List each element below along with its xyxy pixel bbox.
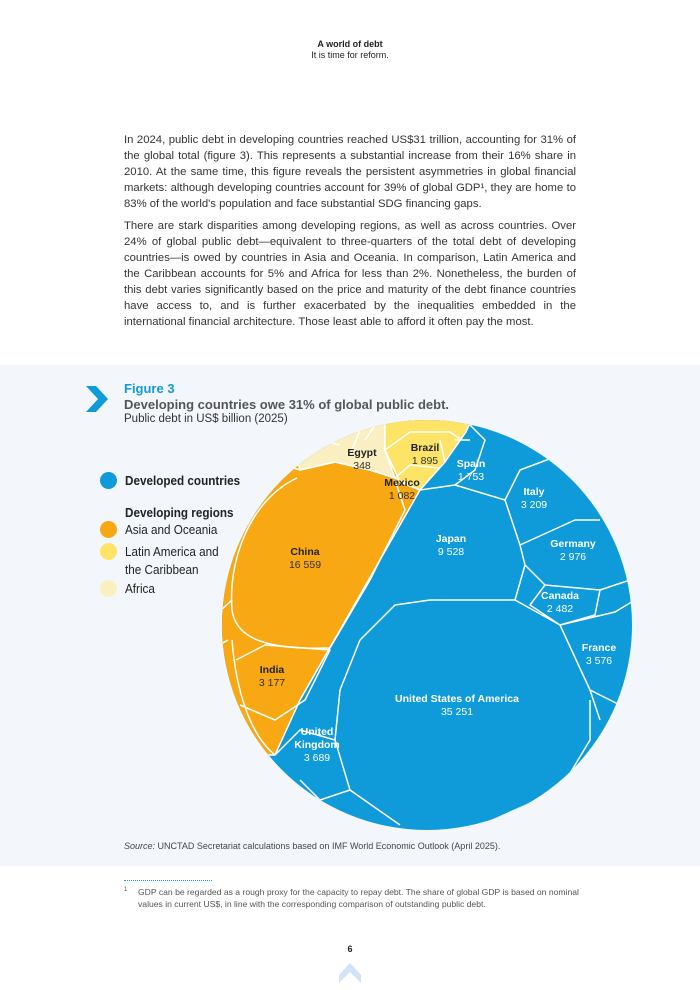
- source-label: Source:: [124, 841, 156, 851]
- country-name: China: [290, 546, 320, 558]
- legend-africa: [100, 580, 158, 598]
- country-name: Brazil: [410, 442, 440, 454]
- country-name: United States of America: [395, 693, 519, 705]
- figure-title: Developing countries owe 31% of global public debt.: [124, 397, 450, 412]
- cell-label: [259, 664, 285, 690]
- country-name: Egypt: [347, 447, 377, 459]
- legend-developed-label: Developed countries: [125, 473, 241, 488]
- header-subtitle: It is time for reform.: [311, 50, 389, 60]
- cell-label: [457, 458, 486, 484]
- cell-label: [436, 533, 466, 559]
- country-value: 1 753: [457, 471, 485, 483]
- legend-latam-line-1: Latin America and: [125, 544, 219, 559]
- header-title: A world of debt: [317, 39, 383, 49]
- country-name: Mexico: [384, 477, 420, 489]
- country-value: 3 177: [258, 677, 286, 689]
- country-value: 3 576: [585, 655, 613, 667]
- legend-asia: [100, 521, 228, 539]
- africa-swatch: [100, 580, 117, 597]
- legend-latam-label: [125, 543, 219, 579]
- country-name: Germany: [550, 538, 596, 550]
- cell-label: [582, 642, 616, 668]
- cell-label: [541, 590, 579, 616]
- country-value: 9 528: [437, 546, 465, 558]
- country-name: Canada: [541, 590, 579, 602]
- cell-label: [395, 693, 519, 719]
- cell-label: [289, 546, 321, 572]
- country-name: Spain: [456, 458, 486, 470]
- latam-swatch: [100, 543, 117, 560]
- footnote-divider: [124, 880, 212, 881]
- cell-label: [347, 447, 376, 473]
- country-name: United Kingdom: [294, 726, 340, 751]
- figure-subtitle: Public debt in US$ billion (2025): [124, 413, 288, 425]
- legend-latam-line-2: the Caribbean: [125, 562, 199, 577]
- figure-label: Figure 3: [124, 381, 175, 396]
- paragraph-1: In 2024, public debt in developing countries reached US$31 trillion, accounting for 31% of the global total (figure 3). This represents a substantial increase from their 16% share in 2010. At the same time, this figure reveals the persistent asymmetries in global financial markets: although developing countries account for 39% of global GDP¹, they are home to 83% of the world's population and face substantial SDG financing gaps.: [124, 134, 576, 210]
- legend-latam: [100, 543, 229, 579]
- cell-label: [294, 726, 340, 765]
- country-name: Japan: [435, 533, 467, 545]
- source-text: UNCTAD Secretariat calculations based on IMF World Economic Outlook (April 2025).: [155, 841, 501, 851]
- footnote: [124, 886, 584, 910]
- country-value: 2 976: [559, 551, 587, 563]
- figure-source: [124, 841, 500, 851]
- cell-label: [384, 477, 420, 503]
- country-name: France: [581, 642, 617, 654]
- legend-developed: [100, 472, 253, 490]
- country-name: India: [259, 664, 285, 676]
- chevron-up-icon[interactable]: [339, 963, 361, 983]
- page-number: 6: [347, 944, 353, 954]
- country-value: 3 209: [520, 499, 548, 511]
- country-value: 35 251: [440, 706, 474, 718]
- asia-swatch: [100, 521, 117, 538]
- country-value: 1 082: [388, 490, 416, 502]
- legend-developing-heading: Developing regions: [125, 505, 234, 520]
- legend-africa-label: Africa: [125, 581, 155, 596]
- developed-swatch: [100, 472, 117, 489]
- country-value: 1 895: [411, 455, 439, 467]
- footnote-text: GDP can be regarded as a rough proxy for the capacity to repay debt. The share of global GDP is based on nominal values in current US$, in line with the corresponding comparison of outstanding public debt.: [138, 887, 579, 909]
- legend-asia-label: Asia and Oceania: [125, 522, 218, 537]
- country-value: 348: [353, 460, 371, 472]
- cell-label: [550, 538, 596, 564]
- paragraph-2: There are stark disparities among developing regions, as well as across countries. Over 24% of global public debt—equivalent to three-quarters of the total debt of developing countries—is owed by countries in Asia and Oceania. In comparison, Latin America and the Caribbean accounts for 5% and Africa for less than 2%. Nonetheless, the burden of this debt varies significantly based on the price and maturity of the debt finance countries have access to, and is further exacerbated by the inequalities embedded in the international financial architecture. Those least able to afford it often pay the most.: [124, 220, 576, 328]
- footnote-mark: 1: [124, 887, 128, 893]
- country-name: Italy: [523, 486, 545, 498]
- cell-label: [411, 442, 440, 468]
- cell-label: [521, 486, 547, 512]
- country-value: 2 482: [546, 603, 574, 615]
- country-value: 16 559: [288, 559, 322, 571]
- country-value: 3 689: [303, 752, 331, 764]
